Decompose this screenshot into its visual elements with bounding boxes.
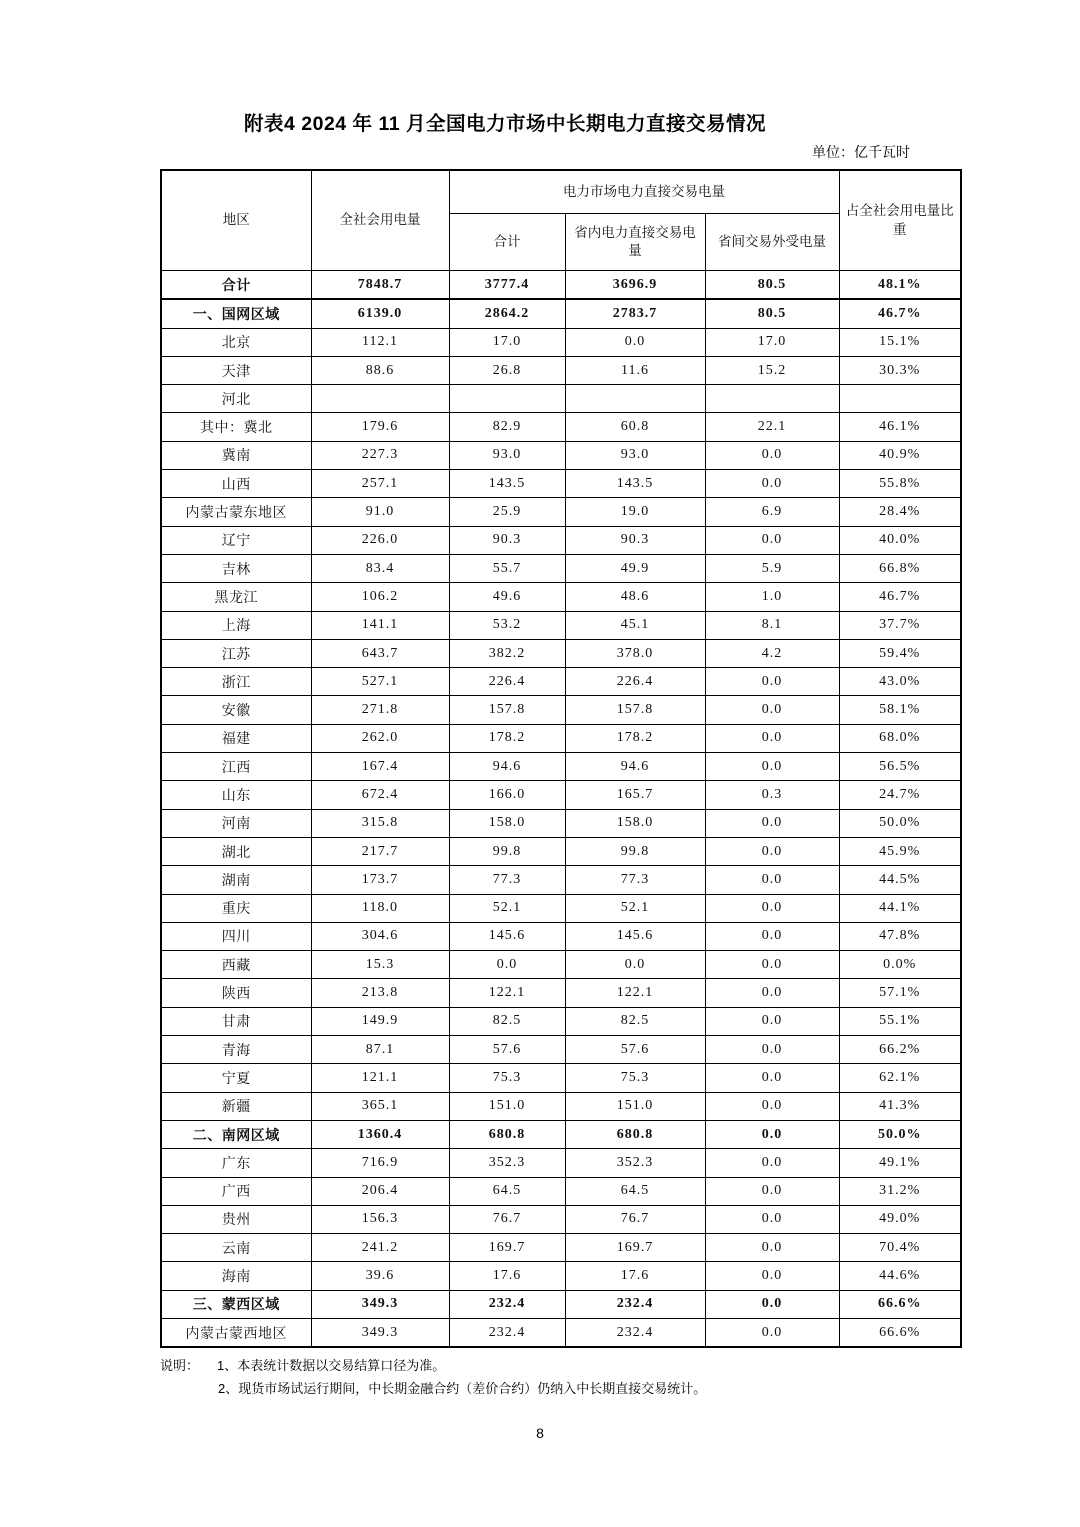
cell-inter-province: 0.0 xyxy=(705,668,839,696)
cell-region: 三、蒙西区域 xyxy=(161,1290,311,1318)
notes-item-2: 2、现货市场试运行期间，中长期金融合约（差价合约）仍纳入中长期直接交易统计。 xyxy=(218,1381,707,1397)
cell-region: 其中：冀北 xyxy=(161,413,311,441)
cell-total-consumption: 241.2 xyxy=(311,1234,449,1262)
cell-share: 66.6% xyxy=(839,1318,961,1347)
cell-trade-sum: 2864.2 xyxy=(449,299,565,328)
cell-inter-province: 0.0 xyxy=(705,1149,839,1177)
cell-total-consumption: 149.9 xyxy=(311,1007,449,1035)
table-row xyxy=(161,922,961,950)
cell-share: 49.0% xyxy=(839,1205,961,1233)
cell-trade-sum: 226.4 xyxy=(449,668,565,696)
cell-inter-province: 0.0 xyxy=(705,753,839,781)
cell-inter-province: 0.0 xyxy=(705,837,839,865)
cell-total-consumption: 87.1 xyxy=(311,1036,449,1064)
table-row xyxy=(161,1036,961,1064)
cell-region: 吉林 xyxy=(161,554,311,582)
cell-share: 0.0% xyxy=(839,951,961,979)
cell-inter-province: 0.0 xyxy=(705,1036,839,1064)
table-row xyxy=(161,781,961,809)
cell-region: 二、南网区域 xyxy=(161,1120,311,1148)
cell-total-consumption: 141.1 xyxy=(311,611,449,639)
cell-trade-sum: 166.0 xyxy=(449,781,565,809)
cell-total-consumption: 106.2 xyxy=(311,583,449,611)
cell-region: 甘肃 xyxy=(161,1007,311,1035)
header-group-title: 电力市场电力直接交易电量 xyxy=(449,170,839,214)
header-total-consumption: 全社会用电量 xyxy=(311,170,449,271)
cell-share: 44.5% xyxy=(839,866,961,894)
cell-inter-province: 0.3 xyxy=(705,781,839,809)
table-row xyxy=(161,639,961,667)
table-row xyxy=(161,470,961,498)
header-sub-inter: 省间交易外受电量 xyxy=(705,214,839,271)
cell-region: 广西 xyxy=(161,1177,311,1205)
cell-region: 合计 xyxy=(161,271,311,300)
cell-total-consumption: 315.8 xyxy=(311,809,449,837)
cell-inter-province: 0.0 xyxy=(705,1064,839,1092)
cell-region: 内蒙古蒙西地区 xyxy=(161,1318,311,1347)
notes-label: 说明： xyxy=(160,1358,200,1374)
cell-inter-province: 8.1 xyxy=(705,611,839,639)
cell-share: 68.0% xyxy=(839,724,961,752)
header-sub-sum: 合计 xyxy=(449,214,565,271)
cell-share xyxy=(839,385,961,413)
cell-region: 安徽 xyxy=(161,696,311,724)
cell-total-consumption: 349.3 xyxy=(311,1318,449,1347)
cell-intra-province: 378.0 xyxy=(565,639,705,667)
cell-inter-province: 17.0 xyxy=(705,328,839,356)
cell-region: 天津 xyxy=(161,356,311,384)
cell-share: 31.2% xyxy=(839,1177,961,1205)
cell-inter-province: 0.0 xyxy=(705,1092,839,1120)
cell-region: 北京 xyxy=(161,328,311,356)
cell-share: 47.8% xyxy=(839,922,961,950)
cell-region: 内蒙古蒙东地区 xyxy=(161,498,311,526)
cell-region: 贵州 xyxy=(161,1205,311,1233)
cell-region: 四川 xyxy=(161,922,311,950)
cell-total-consumption: 88.6 xyxy=(311,356,449,384)
cell-trade-sum: 82.5 xyxy=(449,1007,565,1035)
cell-trade-sum: 17.6 xyxy=(449,1262,565,1290)
cell-intra-province: 90.3 xyxy=(565,526,705,554)
table-row xyxy=(161,328,961,356)
table-row xyxy=(161,441,961,469)
cell-inter-province: 0.0 xyxy=(705,1234,839,1262)
cell-total-consumption: 173.7 xyxy=(311,866,449,894)
cell-share: 24.7% xyxy=(839,781,961,809)
table-row xyxy=(161,1120,961,1148)
cell-trade-sum: 178.2 xyxy=(449,724,565,752)
cell-inter-province xyxy=(705,385,839,413)
table-row xyxy=(161,1007,961,1035)
cell-total-consumption: 206.4 xyxy=(311,1177,449,1205)
table-row xyxy=(161,1149,961,1177)
table-row xyxy=(161,1234,961,1262)
table-header xyxy=(161,170,961,271)
table-row xyxy=(161,1205,961,1233)
cell-inter-province: 1.0 xyxy=(705,583,839,611)
cell-inter-province: 0.0 xyxy=(705,724,839,752)
cell-trade-sum: 94.6 xyxy=(449,753,565,781)
cell-trade-sum xyxy=(449,385,565,413)
cell-inter-province: 6.9 xyxy=(705,498,839,526)
header-share: 占全社会用电量比重 xyxy=(839,170,961,271)
cell-inter-province: 4.2 xyxy=(705,639,839,667)
cell-trade-sum: 17.0 xyxy=(449,328,565,356)
notes-item-1: 1、本表统计数据以交易结算口径为准。 xyxy=(217,1358,446,1374)
table-notes xyxy=(160,1355,920,1401)
cell-intra-province: 226.4 xyxy=(565,668,705,696)
cell-inter-province: 0.0 xyxy=(705,1205,839,1233)
cell-intra-province: 82.5 xyxy=(565,1007,705,1035)
cell-trade-sum: 151.0 xyxy=(449,1092,565,1120)
table-row xyxy=(161,668,961,696)
table-row xyxy=(161,866,961,894)
cell-trade-sum: 232.4 xyxy=(449,1290,565,1318)
cell-region: 辽宁 xyxy=(161,526,311,554)
cell-total-consumption: 349.3 xyxy=(311,1290,449,1318)
cell-region: 浙江 xyxy=(161,668,311,696)
cell-share: 59.4% xyxy=(839,639,961,667)
cell-region: 山西 xyxy=(161,470,311,498)
cell-total-consumption: 112.1 xyxy=(311,328,449,356)
cell-share: 44.1% xyxy=(839,894,961,922)
cell-intra-province: 76.7 xyxy=(565,1205,705,1233)
cell-share: 66.8% xyxy=(839,554,961,582)
cell-trade-sum: 169.7 xyxy=(449,1234,565,1262)
cell-intra-province: 94.6 xyxy=(565,753,705,781)
cell-intra-province: 151.0 xyxy=(565,1092,705,1120)
table-row xyxy=(161,979,961,1007)
cell-trade-sum: 143.5 xyxy=(449,470,565,498)
cell-intra-province: 145.6 xyxy=(565,922,705,950)
cell-inter-province: 80.5 xyxy=(705,299,839,328)
cell-region: 河南 xyxy=(161,809,311,837)
table-row xyxy=(161,1092,961,1120)
cell-intra-province: 93.0 xyxy=(565,441,705,469)
cell-share: 62.1% xyxy=(839,1064,961,1092)
cell-intra-province: 143.5 xyxy=(565,470,705,498)
cell-inter-province: 0.0 xyxy=(705,526,839,554)
cell-trade-sum: 382.2 xyxy=(449,639,565,667)
cell-total-consumption: 91.0 xyxy=(311,498,449,526)
cell-total-consumption: 15.3 xyxy=(311,951,449,979)
cell-intra-province: 0.0 xyxy=(565,328,705,356)
cell-inter-province: 0.0 xyxy=(705,1177,839,1205)
cell-total-consumption: 213.8 xyxy=(311,979,449,1007)
cell-intra-province: 77.3 xyxy=(565,866,705,894)
cell-share: 66.6% xyxy=(839,1290,961,1318)
cell-intra-province: 232.4 xyxy=(565,1318,705,1347)
page-title: 附表4 2024 年 11 月全国电力市场中长期电力直接交易情况 xyxy=(244,113,767,135)
electricity-trading-table xyxy=(160,169,962,1348)
header-sub-intra: 省内电力直接交易电量 xyxy=(565,214,705,271)
table-row xyxy=(161,554,961,582)
cell-total-consumption: 365.1 xyxy=(311,1092,449,1120)
table-row xyxy=(161,413,961,441)
cell-share: 43.0% xyxy=(839,668,961,696)
cell-inter-province: 0.0 xyxy=(705,922,839,950)
cell-intra-province: 165.7 xyxy=(565,781,705,809)
cell-trade-sum: 75.3 xyxy=(449,1064,565,1092)
cell-intra-province: 352.3 xyxy=(565,1149,705,1177)
cell-intra-province: 64.5 xyxy=(565,1177,705,1205)
cell-total-consumption: 39.6 xyxy=(311,1262,449,1290)
cell-inter-province: 0.0 xyxy=(705,470,839,498)
table-row xyxy=(161,809,961,837)
cell-intra-province: 0.0 xyxy=(565,951,705,979)
table-row xyxy=(161,299,961,328)
cell-inter-province: 0.0 xyxy=(705,979,839,1007)
cell-region: 一、国网区域 xyxy=(161,299,311,328)
cell-intra-province: 75.3 xyxy=(565,1064,705,1092)
page-number: 8 xyxy=(536,1425,544,1441)
cell-share: 44.6% xyxy=(839,1262,961,1290)
cell-total-consumption: 227.3 xyxy=(311,441,449,469)
cell-share: 46.1% xyxy=(839,413,961,441)
cell-trade-sum: 90.3 xyxy=(449,526,565,554)
cell-region: 江苏 xyxy=(161,639,311,667)
cell-share: 66.2% xyxy=(839,1036,961,1064)
table-body xyxy=(161,271,961,1348)
cell-inter-province: 15.2 xyxy=(705,356,839,384)
cell-intra-province: 178.2 xyxy=(565,724,705,752)
cell-region: 重庆 xyxy=(161,894,311,922)
cell-trade-sum: 352.3 xyxy=(449,1149,565,1177)
cell-inter-province: 22.1 xyxy=(705,413,839,441)
cell-inter-province: 0.0 xyxy=(705,866,839,894)
cell-total-consumption: 304.6 xyxy=(311,922,449,950)
cell-inter-province: 0.0 xyxy=(705,1318,839,1347)
cell-trade-sum: 52.1 xyxy=(449,894,565,922)
cell-region: 上海 xyxy=(161,611,311,639)
cell-share: 40.9% xyxy=(839,441,961,469)
cell-trade-sum: 145.6 xyxy=(449,922,565,950)
table-row xyxy=(161,271,961,300)
table-row xyxy=(161,1318,961,1347)
cell-share: 46.7% xyxy=(839,299,961,328)
cell-share: 57.1% xyxy=(839,979,961,1007)
cell-share: 58.1% xyxy=(839,696,961,724)
cell-trade-sum: 49.6 xyxy=(449,583,565,611)
cell-intra-province: 45.1 xyxy=(565,611,705,639)
cell-trade-sum: 64.5 xyxy=(449,1177,565,1205)
cell-region: 云南 xyxy=(161,1234,311,1262)
table-row xyxy=(161,498,961,526)
cell-total-consumption: 121.1 xyxy=(311,1064,449,1092)
header-region: 地区 xyxy=(161,170,311,271)
cell-inter-province: 5.9 xyxy=(705,554,839,582)
cell-region: 冀南 xyxy=(161,441,311,469)
cell-trade-sum: 99.8 xyxy=(449,837,565,865)
cell-region: 青海 xyxy=(161,1036,311,1064)
cell-intra-province: 49.9 xyxy=(565,554,705,582)
cell-region: 宁夏 xyxy=(161,1064,311,1092)
cell-intra-province: 60.8 xyxy=(565,413,705,441)
cell-total-consumption: 527.1 xyxy=(311,668,449,696)
table-row xyxy=(161,611,961,639)
cell-intra-province: 57.6 xyxy=(565,1036,705,1064)
cell-inter-province: 0.0 xyxy=(705,696,839,724)
cell-share: 46.7% xyxy=(839,583,961,611)
cell-share: 70.4% xyxy=(839,1234,961,1262)
cell-region: 海南 xyxy=(161,1262,311,1290)
cell-intra-province: 11.6 xyxy=(565,356,705,384)
cell-intra-province: 48.6 xyxy=(565,583,705,611)
table-row xyxy=(161,951,961,979)
cell-trade-sum: 57.6 xyxy=(449,1036,565,1064)
cell-share: 40.0% xyxy=(839,526,961,554)
cell-trade-sum: 26.8 xyxy=(449,356,565,384)
cell-share: 56.5% xyxy=(839,753,961,781)
cell-share: 15.1% xyxy=(839,328,961,356)
cell-intra-province: 19.0 xyxy=(565,498,705,526)
cell-inter-province: 0.0 xyxy=(705,441,839,469)
cell-intra-province: 3696.9 xyxy=(565,271,705,300)
unit-label: 单位：亿千瓦时 xyxy=(812,144,910,160)
table-row xyxy=(161,583,961,611)
cell-region: 江西 xyxy=(161,753,311,781)
cell-share: 49.1% xyxy=(839,1149,961,1177)
cell-total-consumption: 179.6 xyxy=(311,413,449,441)
cell-intra-province xyxy=(565,385,705,413)
cell-trade-sum: 122.1 xyxy=(449,979,565,1007)
cell-total-consumption: 167.4 xyxy=(311,753,449,781)
cell-total-consumption: 7848.7 xyxy=(311,271,449,300)
cell-total-consumption: 156.3 xyxy=(311,1205,449,1233)
cell-trade-sum: 82.9 xyxy=(449,413,565,441)
cell-share: 50.0% xyxy=(839,1120,961,1148)
cell-intra-province: 52.1 xyxy=(565,894,705,922)
table-row xyxy=(161,1064,961,1092)
cell-total-consumption: 6139.0 xyxy=(311,299,449,328)
cell-trade-sum: 25.9 xyxy=(449,498,565,526)
table-row xyxy=(161,753,961,781)
cell-region: 湖北 xyxy=(161,837,311,865)
cell-total-consumption: 1360.4 xyxy=(311,1120,449,1148)
cell-region: 湖南 xyxy=(161,866,311,894)
cell-inter-province: 0.0 xyxy=(705,1120,839,1148)
table-row xyxy=(161,837,961,865)
cell-share: 55.1% xyxy=(839,1007,961,1035)
cell-intra-province: 157.8 xyxy=(565,696,705,724)
cell-share: 55.8% xyxy=(839,470,961,498)
cell-region: 黑龙江 xyxy=(161,583,311,611)
cell-share: 48.1% xyxy=(839,271,961,300)
cell-total-consumption: 271.8 xyxy=(311,696,449,724)
cell-intra-province: 17.6 xyxy=(565,1262,705,1290)
cell-total-consumption xyxy=(311,385,449,413)
cell-trade-sum: 232.4 xyxy=(449,1318,565,1347)
table-row xyxy=(161,1290,961,1318)
cell-region: 西藏 xyxy=(161,951,311,979)
cell-trade-sum: 76.7 xyxy=(449,1205,565,1233)
table-row xyxy=(161,1262,961,1290)
cell-inter-province: 0.0 xyxy=(705,951,839,979)
notes-line-1 xyxy=(160,1355,920,1378)
cell-inter-province: 0.0 xyxy=(705,1262,839,1290)
cell-intra-province: 99.8 xyxy=(565,837,705,865)
cell-share: 30.3% xyxy=(839,356,961,384)
cell-share: 50.0% xyxy=(839,809,961,837)
cell-inter-province: 0.0 xyxy=(705,1290,839,1318)
cell-share: 45.9% xyxy=(839,837,961,865)
cell-total-consumption: 257.1 xyxy=(311,470,449,498)
cell-inter-province: 0.0 xyxy=(705,894,839,922)
cell-total-consumption: 643.7 xyxy=(311,639,449,667)
cell-intra-province: 169.7 xyxy=(565,1234,705,1262)
cell-share: 28.4% xyxy=(839,498,961,526)
cell-inter-province: 0.0 xyxy=(705,1007,839,1035)
cell-intra-province: 680.8 xyxy=(565,1120,705,1148)
cell-region: 福建 xyxy=(161,724,311,752)
cell-trade-sum: 93.0 xyxy=(449,441,565,469)
cell-total-consumption: 217.7 xyxy=(311,837,449,865)
cell-total-consumption: 118.0 xyxy=(311,894,449,922)
table-row xyxy=(161,356,961,384)
cell-trade-sum: 157.8 xyxy=(449,696,565,724)
cell-share: 37.7% xyxy=(839,611,961,639)
table-row xyxy=(161,724,961,752)
cell-region: 山东 xyxy=(161,781,311,809)
cell-intra-province: 2783.7 xyxy=(565,299,705,328)
table-row xyxy=(161,385,961,413)
cell-total-consumption: 716.9 xyxy=(311,1149,449,1177)
cell-inter-province: 0.0 xyxy=(705,809,839,837)
cell-inter-province: 80.5 xyxy=(705,271,839,300)
cell-region: 河北 xyxy=(161,385,311,413)
cell-total-consumption: 83.4 xyxy=(311,554,449,582)
cell-total-consumption: 226.0 xyxy=(311,526,449,554)
table-row xyxy=(161,894,961,922)
cell-total-consumption: 262.0 xyxy=(311,724,449,752)
cell-trade-sum: 3777.4 xyxy=(449,271,565,300)
cell-total-consumption: 672.4 xyxy=(311,781,449,809)
table-row xyxy=(161,696,961,724)
cell-intra-province: 232.4 xyxy=(565,1290,705,1318)
cell-region: 新疆 xyxy=(161,1092,311,1120)
cell-trade-sum: 77.3 xyxy=(449,866,565,894)
cell-intra-province: 122.1 xyxy=(565,979,705,1007)
table-row xyxy=(161,526,961,554)
cell-intra-province: 158.0 xyxy=(565,809,705,837)
cell-trade-sum: 680.8 xyxy=(449,1120,565,1148)
cell-region: 陕西 xyxy=(161,979,311,1007)
cell-share: 41.3% xyxy=(839,1092,961,1120)
cell-trade-sum: 53.2 xyxy=(449,611,565,639)
table-row xyxy=(161,1177,961,1205)
cell-trade-sum: 55.7 xyxy=(449,554,565,582)
cell-region: 广东 xyxy=(161,1149,311,1177)
cell-trade-sum: 0.0 xyxy=(449,951,565,979)
cell-trade-sum: 158.0 xyxy=(449,809,565,837)
